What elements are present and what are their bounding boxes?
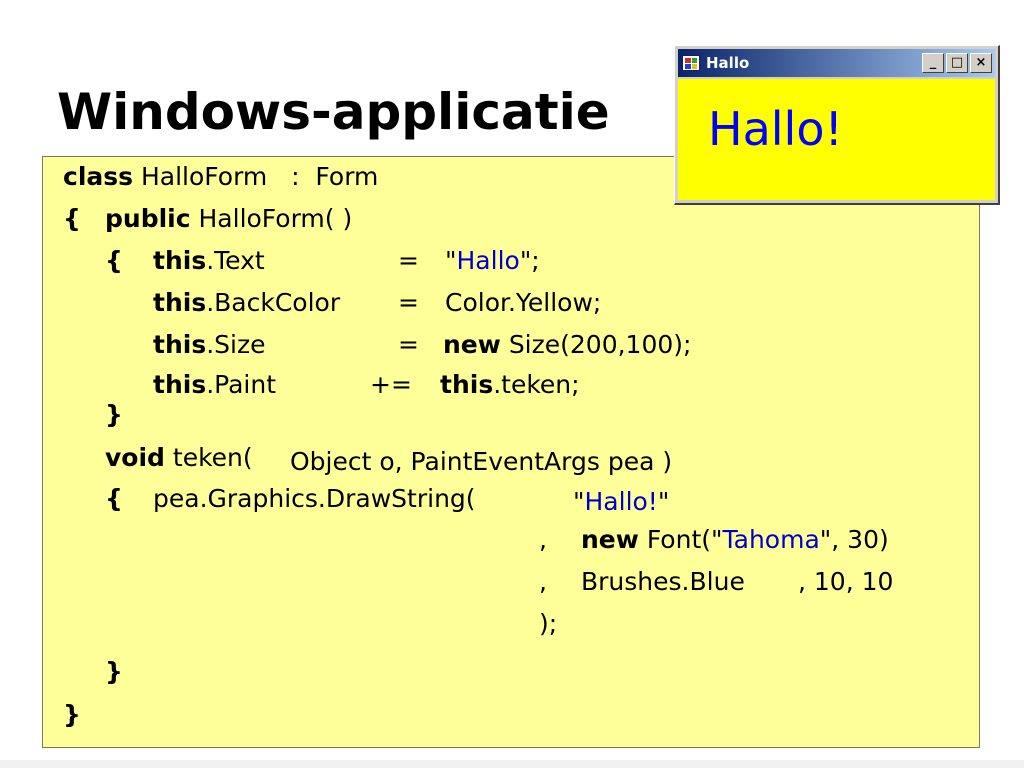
close-brace: } [63, 700, 81, 729]
class-decl: HalloForm : Form [140, 162, 379, 191]
close-brace: } [105, 657, 123, 686]
keyword-void: void [105, 443, 165, 472]
hallo-window [674, 45, 1000, 205]
call-close: ); [539, 609, 558, 638]
stmt-paint-eq: += [370, 370, 412, 399]
keyword-public: public [105, 204, 191, 233]
close-button[interactable]: × [970, 53, 992, 73]
stmt-paint-lhs: this.Paint [153, 370, 277, 399]
open-brace: { [63, 204, 81, 233]
keyword-class: class [63, 162, 134, 191]
window-titlebar[interactable] [678, 49, 995, 77]
drawstring-arg-coords: , 10, 10 [798, 567, 894, 596]
bottom-strip [0, 760, 1024, 768]
method-decl: void teken( [105, 443, 253, 472]
string-literal: Tahoma [722, 525, 820, 554]
stmt-text-rhs: "Hallo"; [445, 246, 540, 275]
window-client-area [678, 79, 995, 200]
open-brace: { [105, 246, 123, 275]
stmt-text-eq: = [398, 246, 419, 275]
stmt-text-lhs: this.Text [153, 246, 265, 275]
stmt-size-lhs: this.Size [153, 330, 266, 359]
open-brace: { [105, 484, 123, 513]
comma: , [539, 525, 547, 554]
code-line-constructor-decl [105, 204, 352, 234]
minimize-button[interactable]: _ [922, 53, 944, 73]
app-icon[interactable] [682, 55, 700, 71]
string-literal: Hallo [456, 246, 520, 275]
drawstring-arg-brush: Brushes.Blue [581, 567, 745, 596]
stmt-backcolor-rhs: Color.Yellow; [445, 288, 602, 317]
drawstring-arg-text: "Hallo!" [573, 487, 670, 516]
string-literal: Hallo! [584, 487, 658, 516]
hallo-label: Hallo! [708, 102, 843, 156]
method-args: Object o, PaintEventArgs pea ) [290, 447, 673, 476]
slide-title: Windows-applicatie [57, 83, 610, 141]
stmt-backcolor-lhs: this.BackColor [153, 288, 341, 317]
stmt-paint-rhs: this.teken; [440, 370, 580, 399]
window-title: Hallo [706, 54, 750, 72]
maximize-button[interactable]: □ [946, 53, 968, 73]
constructor-name: HalloForm( ) [198, 204, 353, 233]
drawstring-arg-font: new Font("Tahoma", 30) [581, 525, 889, 554]
code-line-constructor [63, 204, 81, 234]
drawstring-call: pea.Graphics.DrawString( [153, 484, 476, 513]
comma: , [539, 567, 547, 596]
stmt-backcolor-eq: = [398, 288, 419, 317]
code-line-class [63, 162, 378, 192]
close-brace: } [105, 400, 123, 429]
code-box [42, 156, 980, 748]
stmt-size-eq: = [398, 330, 419, 359]
stmt-size-rhs: new Size(200,100); [443, 330, 692, 359]
